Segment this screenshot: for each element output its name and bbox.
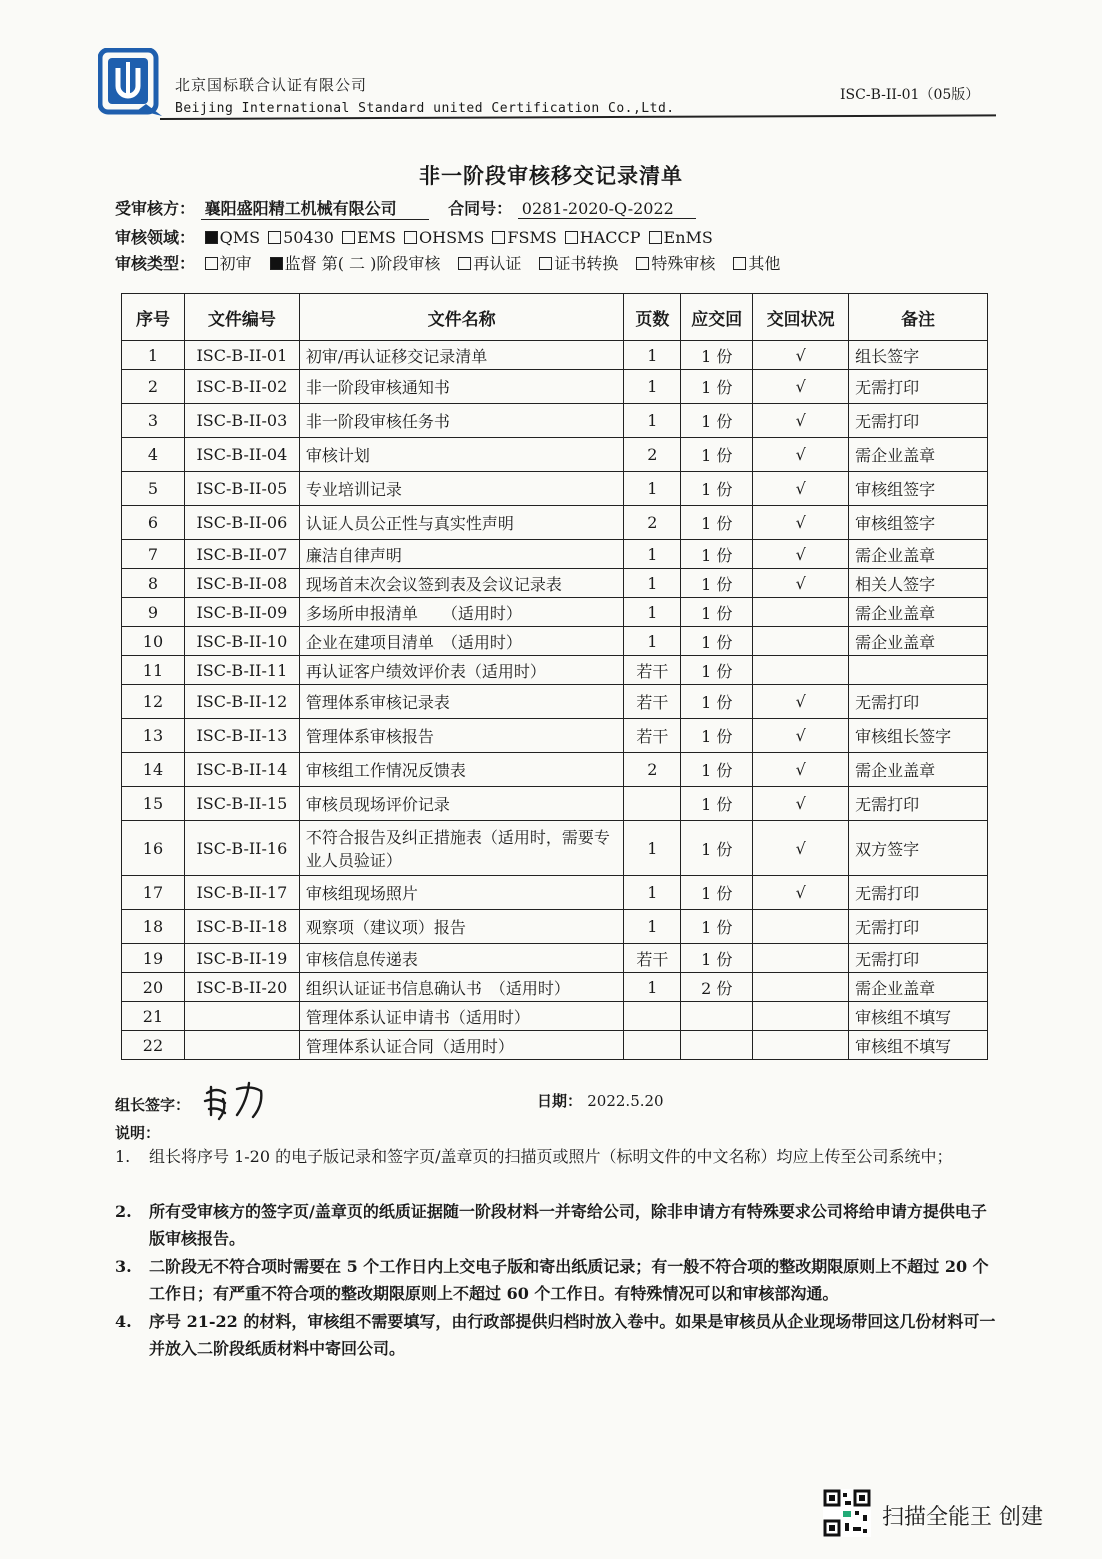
note-item — [115, 1143, 1000, 1170]
doc-no-cell: ISC-B-II-06 — [184, 506, 299, 540]
table-row — [122, 370, 988, 404]
domain-option — [649, 228, 713, 247]
doc-no-cell — [184, 1002, 299, 1031]
due-cell: 1 份 — [681, 787, 753, 821]
remarks-cell: 无需打印 — [849, 944, 988, 973]
seq-cell: 19 — [122, 944, 185, 973]
status-cell: √ — [753, 787, 849, 821]
status-cell: √ — [753, 341, 849, 370]
due-cell: 1 份 — [681, 627, 753, 656]
notes-heading: 说明： — [115, 1124, 161, 1142]
pages-cell: 1 — [624, 598, 681, 627]
empty-box-icon — [458, 257, 471, 270]
header-doc-name: 文件名称 — [299, 294, 624, 341]
leader-signature — [203, 1079, 267, 1123]
status-cell: √ — [753, 719, 849, 753]
pages-cell: 若干 — [624, 656, 681, 685]
domain-option — [404, 228, 484, 247]
doc-no-cell: ISC-B-II-20 — [184, 973, 299, 1002]
remarks-cell: 需企业盖章 — [849, 973, 988, 1002]
domain-label: 审核领域： — [115, 228, 196, 247]
remarks-cell: 审核组不填写 — [849, 1002, 988, 1031]
seq-cell: 6 — [122, 506, 185, 540]
pages-cell: 1 — [624, 569, 681, 598]
table-row — [122, 569, 988, 598]
remarks-cell: 需企业盖章 — [849, 438, 988, 472]
status-cell: √ — [753, 438, 849, 472]
due-cell: 1 份 — [681, 753, 753, 787]
remarks-cell: 相关人签字 — [849, 569, 988, 598]
due-cell: 1 份 — [681, 569, 753, 598]
auditee-line — [115, 196, 696, 220]
option-label: 监督 第( 二 )阶段审核 — [284, 254, 441, 273]
pages-cell: 2 — [624, 438, 681, 472]
status-cell — [753, 910, 849, 944]
status-cell: √ — [753, 506, 849, 540]
seq-cell: 8 — [122, 569, 185, 598]
empty-box-icon — [404, 231, 417, 244]
due-cell — [681, 1031, 753, 1060]
doc-name-cell: 专业培训记录 — [299, 472, 624, 506]
pages-cell: 若干 — [624, 685, 681, 719]
remarks-cell: 无需打印 — [849, 685, 988, 719]
option-label: QMS — [219, 228, 261, 247]
date-value: 2022.5.20 — [587, 1092, 664, 1110]
pages-cell: 1 — [624, 910, 681, 944]
option-label: 再认证 — [473, 254, 522, 273]
doc-name-cell: 非一阶段审核通知书 — [299, 370, 624, 404]
option-label: HACCP — [579, 228, 641, 247]
doc-no-cell: ISC-B-II-17 — [184, 876, 299, 910]
type-option — [205, 254, 252, 273]
company-logo — [98, 48, 164, 118]
pages-cell — [624, 787, 681, 821]
empty-box-icon — [539, 257, 552, 270]
seq-cell: 17 — [122, 876, 185, 910]
table-row — [122, 598, 988, 627]
handover-table — [121, 293, 988, 1060]
pages-cell: 1 — [624, 404, 681, 438]
status-cell: √ — [753, 370, 849, 404]
doc-name-cell: 不符合报告及纠正措施表（适用时，需要专业人员验证） — [299, 821, 624, 876]
option-label: 50430 — [283, 228, 334, 247]
domain-option — [342, 228, 396, 247]
table-row — [122, 506, 988, 540]
status-cell: √ — [753, 540, 849, 569]
empty-box-icon — [649, 231, 662, 244]
scanner-watermark: 扫描全能王 创建 — [882, 1505, 1043, 1530]
remarks-cell: 双方签字 — [849, 821, 988, 876]
status-cell — [753, 944, 849, 973]
seq-cell: 3 — [122, 404, 185, 438]
document-title: 非一阶段审核移交记录清单 — [419, 163, 683, 188]
pages-cell — [624, 1002, 681, 1031]
pages-cell: 1 — [624, 472, 681, 506]
remarks-cell: 需企业盖章 — [849, 753, 988, 787]
note-item — [115, 1308, 1000, 1362]
remarks-cell: 需企业盖章 — [849, 598, 988, 627]
domain-options — [201, 228, 713, 247]
note-text: 二阶段无不符合项时需要在 5 个工作日内上交电子版和寄出纸质记录；有一般不符合项的整改期限原则上不超过 20 个工作日；有严重不符合项的整改期限原则上不超过 60 个工作日。有特殊情况可以和审核部沟通。 — [149, 1257, 989, 1303]
header-pages: 页数 — [624, 294, 681, 341]
empty-box-icon — [565, 231, 578, 244]
remarks-cell: 审核组签字 — [849, 472, 988, 506]
option-label: 初审 — [219, 254, 252, 273]
seq-cell: 5 — [122, 472, 185, 506]
table-row — [122, 821, 988, 876]
table-row — [122, 910, 988, 944]
status-cell: √ — [753, 821, 849, 876]
table-row — [122, 404, 988, 438]
due-cell: 1 份 — [681, 656, 753, 685]
auditee-value: 襄阳盛阳精工机械有限公司 — [201, 196, 429, 220]
remarks-cell: 无需打印 — [849, 787, 988, 821]
option-label: OHSMS — [419, 228, 485, 247]
empty-box-icon — [268, 231, 281, 244]
status-cell: √ — [753, 404, 849, 438]
pages-cell: 1 — [624, 821, 681, 876]
table-header-row — [122, 294, 988, 341]
type-option — [733, 254, 780, 273]
doc-no-cell: ISC-B-II-19 — [184, 944, 299, 973]
remarks-cell: 组长签字 — [849, 341, 988, 370]
header-due: 应交回 — [681, 294, 753, 341]
status-cell — [753, 1002, 849, 1031]
remarks-cell: 无需打印 — [849, 910, 988, 944]
pages-cell: 1 — [624, 341, 681, 370]
due-cell: 1 份 — [681, 370, 753, 404]
type-option — [539, 254, 618, 273]
table-row — [122, 540, 988, 569]
table-row — [122, 685, 988, 719]
due-cell: 1 份 — [681, 540, 753, 569]
remarks-cell: 无需打印 — [849, 876, 988, 910]
type-option — [270, 254, 441, 273]
checked-box-icon — [205, 231, 218, 244]
doc-no-cell: ISC-B-II-01 — [184, 341, 299, 370]
pages-cell: 1 — [624, 370, 681, 404]
company-name-cn: 北京国标联合认证有限公司 — [175, 76, 368, 94]
type-options — [201, 254, 781, 273]
doc-name-cell: 初审/再认证移交记录清单 — [299, 341, 624, 370]
pages-cell: 1 — [624, 540, 681, 569]
table-row — [122, 753, 988, 787]
doc-name-cell: 审核组现场照片 — [299, 876, 624, 910]
doc-no-cell — [184, 1031, 299, 1060]
seq-cell: 4 — [122, 438, 185, 472]
table-row — [122, 944, 988, 973]
doc-name-cell: 管理体系审核报告 — [299, 719, 624, 753]
empty-box-icon — [636, 257, 649, 270]
note-number: 4. — [115, 1312, 132, 1331]
domain-option — [492, 228, 556, 247]
doc-no-cell: ISC-B-II-15 — [184, 787, 299, 821]
contract-label: 合同号： — [448, 199, 513, 218]
doc-name-cell: 现场首末次会议签到表及会议记录表 — [299, 569, 624, 598]
status-cell: √ — [753, 753, 849, 787]
seq-cell: 9 — [122, 598, 185, 627]
seq-cell: 16 — [122, 821, 185, 876]
due-cell: 1 份 — [681, 944, 753, 973]
doc-no-cell: ISC-B-II-05 — [184, 472, 299, 506]
date-label: 日期： — [537, 1092, 583, 1110]
note-item — [115, 1198, 1000, 1252]
empty-box-icon — [733, 257, 746, 270]
doc-name-cell: 审核员现场评价记录 — [299, 787, 624, 821]
status-cell — [753, 598, 849, 627]
seq-cell: 1 — [122, 341, 185, 370]
qr-code-icon — [823, 1489, 871, 1537]
option-label: FSMS — [507, 228, 557, 247]
due-cell: 2 份 — [681, 973, 753, 1002]
header-doc-no: 文件编号 — [184, 294, 299, 341]
domain-option — [565, 228, 641, 247]
domain-line — [115, 225, 713, 248]
contract-value: 0281-2020-Q-2022 — [518, 199, 696, 219]
empty-box-icon — [342, 231, 355, 244]
status-cell: √ — [753, 569, 849, 598]
pages-cell: 1 — [624, 627, 681, 656]
doc-no-cell: ISC-B-II-14 — [184, 753, 299, 787]
remarks-cell: 审核组签字 — [849, 506, 988, 540]
seq-cell: 14 — [122, 753, 185, 787]
auditee-label: 受审核方： — [115, 199, 196, 218]
doc-no-cell: ISC-B-II-13 — [184, 719, 299, 753]
doc-name-cell: 组织认证证书信息确认书 （适用时） — [299, 973, 624, 1002]
doc-name-cell: 廉洁自律声明 — [299, 540, 624, 569]
status-cell: √ — [753, 876, 849, 910]
due-cell: 1 份 — [681, 598, 753, 627]
seq-cell: 7 — [122, 540, 185, 569]
seq-cell: 10 — [122, 627, 185, 656]
seq-cell: 13 — [122, 719, 185, 753]
doc-name-cell: 观察项（建议项）报告 — [299, 910, 624, 944]
table-row — [122, 341, 988, 370]
pages-cell: 若干 — [624, 944, 681, 973]
company-name-en: Beijing International Standard united Certification Co.,Ltd. — [175, 101, 675, 116]
option-label: 其他 — [748, 254, 781, 273]
table-row — [122, 973, 988, 1002]
seq-cell: 2 — [122, 370, 185, 404]
table-row — [122, 627, 988, 656]
due-cell: 1 份 — [681, 821, 753, 876]
empty-box-icon — [492, 231, 505, 244]
status-cell — [753, 1031, 849, 1060]
doc-no-cell: ISC-B-II-07 — [184, 540, 299, 569]
status-cell — [753, 656, 849, 685]
doc-name-cell: 认证人员公正性与真实性声明 — [299, 506, 624, 540]
table-row — [122, 438, 988, 472]
note-text: 所有受审核方的签字页/盖章页的纸质证据随一阶段材料一并寄给公司，除非申请方有特殊要求公司将给申请方提供电子版审核报告。 — [149, 1202, 987, 1248]
doc-name-cell: 审核计划 — [299, 438, 624, 472]
option-label: 证书转换 — [554, 254, 619, 273]
table-row — [122, 472, 988, 506]
seq-cell: 15 — [122, 787, 185, 821]
seq-cell: 18 — [122, 910, 185, 944]
table-row — [122, 656, 988, 685]
status-cell: √ — [753, 472, 849, 506]
due-cell: 1 份 — [681, 719, 753, 753]
doc-no-cell: ISC-B-II-09 — [184, 598, 299, 627]
checked-box-icon — [270, 257, 283, 270]
pages-cell: 1 — [624, 876, 681, 910]
remarks-cell — [849, 656, 988, 685]
table-row — [122, 719, 988, 753]
doc-no-cell: ISC-B-II-04 — [184, 438, 299, 472]
note-number: 1. — [115, 1147, 131, 1166]
header-seq: 序号 — [122, 294, 185, 341]
note-text: 序号 21-22 的材料，审核组不需要填写，由行政部提供归档时放入卷中。如果是审核员从企业现场带回这几份材料可一并放入二阶段纸质材料中寄回公司。 — [149, 1312, 996, 1358]
doc-name-cell: 审核信息传递表 — [299, 944, 624, 973]
doc-name-cell: 管理体系认证合同（适用时） — [299, 1031, 624, 1060]
due-cell — [681, 1002, 753, 1031]
pages-cell: 2 — [624, 506, 681, 540]
remarks-cell: 需企业盖章 — [849, 627, 988, 656]
doc-no-cell: ISC-B-II-02 — [184, 370, 299, 404]
empty-box-icon — [205, 257, 218, 270]
doc-no-cell: ISC-B-II-03 — [184, 404, 299, 438]
note-text: 组长将序号 1-20 的电子版记录和签字页/盖章页的扫描页或照片（标明文件的中文名称）均应上传至公司系统中； — [149, 1147, 953, 1166]
doc-name-cell: 多场所申报清单 （适用时） — [299, 598, 624, 627]
note-number: 2. — [115, 1202, 132, 1221]
type-line — [115, 251, 780, 274]
option-label: EMS — [356, 228, 396, 247]
doc-no-cell: ISC-B-II-08 — [184, 569, 299, 598]
due-cell: 1 份 — [681, 472, 753, 506]
table-row — [122, 1002, 988, 1031]
doc-no-cell: ISC-B-II-18 — [184, 910, 299, 944]
table-row — [122, 787, 988, 821]
note-item — [115, 1253, 1000, 1307]
type-option — [458, 254, 521, 273]
doc-no-cell: ISC-B-II-11 — [184, 656, 299, 685]
remarks-cell: 需企业盖章 — [849, 540, 988, 569]
due-cell: 1 份 — [681, 910, 753, 944]
due-cell: 1 份 — [681, 876, 753, 910]
seq-cell: 22 — [122, 1031, 185, 1060]
remarks-cell: 无需打印 — [849, 370, 988, 404]
domain-option — [268, 228, 334, 247]
header-remarks: 备注 — [849, 294, 988, 341]
remarks-cell: 审核组长签字 — [849, 719, 988, 753]
due-cell: 1 份 — [681, 438, 753, 472]
table-row — [122, 876, 988, 910]
doc-name-cell: 非一阶段审核任务书 — [299, 404, 624, 438]
doc-name-cell: 再认证客户绩效评价表（适用时） — [299, 656, 624, 685]
note-number: 3. — [115, 1257, 132, 1276]
option-label: EnMS — [663, 228, 713, 247]
domain-option — [205, 228, 260, 247]
pages-cell — [624, 1031, 681, 1060]
document-number: ISC-B-II-01（05版） — [840, 87, 980, 103]
seq-cell: 21 — [122, 1002, 185, 1031]
doc-no-cell: ISC-B-II-12 — [184, 685, 299, 719]
remarks-cell: 无需打印 — [849, 404, 988, 438]
type-label: 审核类型： — [115, 254, 196, 273]
doc-no-cell: ISC-B-II-10 — [184, 627, 299, 656]
pages-cell: 1 — [624, 973, 681, 1002]
due-cell: 1 份 — [681, 685, 753, 719]
due-cell: 1 份 — [681, 506, 753, 540]
leader-sign-label: 组长签字： — [115, 1096, 191, 1114]
doc-name-cell: 审核组工作情况反馈表 — [299, 753, 624, 787]
remarks-cell: 审核组不填写 — [849, 1031, 988, 1060]
due-cell: 1 份 — [681, 404, 753, 438]
doc-name-cell: 企业在建项目清单 （适用时） — [299, 627, 624, 656]
seq-cell: 20 — [122, 973, 185, 1002]
type-option — [636, 254, 715, 273]
pages-cell: 若干 — [624, 719, 681, 753]
status-cell: √ — [753, 685, 849, 719]
status-cell — [753, 627, 849, 656]
status-cell — [753, 973, 849, 1002]
doc-name-cell: 管理体系认证申请书（适用时） — [299, 1002, 624, 1031]
pages-cell: 2 — [624, 753, 681, 787]
table-row — [122, 1031, 988, 1060]
seq-cell: 12 — [122, 685, 185, 719]
seq-cell: 11 — [122, 656, 185, 685]
header-status: 交回状况 — [753, 294, 849, 341]
due-cell: 1 份 — [681, 341, 753, 370]
doc-no-cell: ISC-B-II-16 — [184, 821, 299, 876]
doc-name-cell: 管理体系审核记录表 — [299, 685, 624, 719]
date-line — [537, 1090, 664, 1111]
option-label: 特殊审核 — [651, 254, 716, 273]
